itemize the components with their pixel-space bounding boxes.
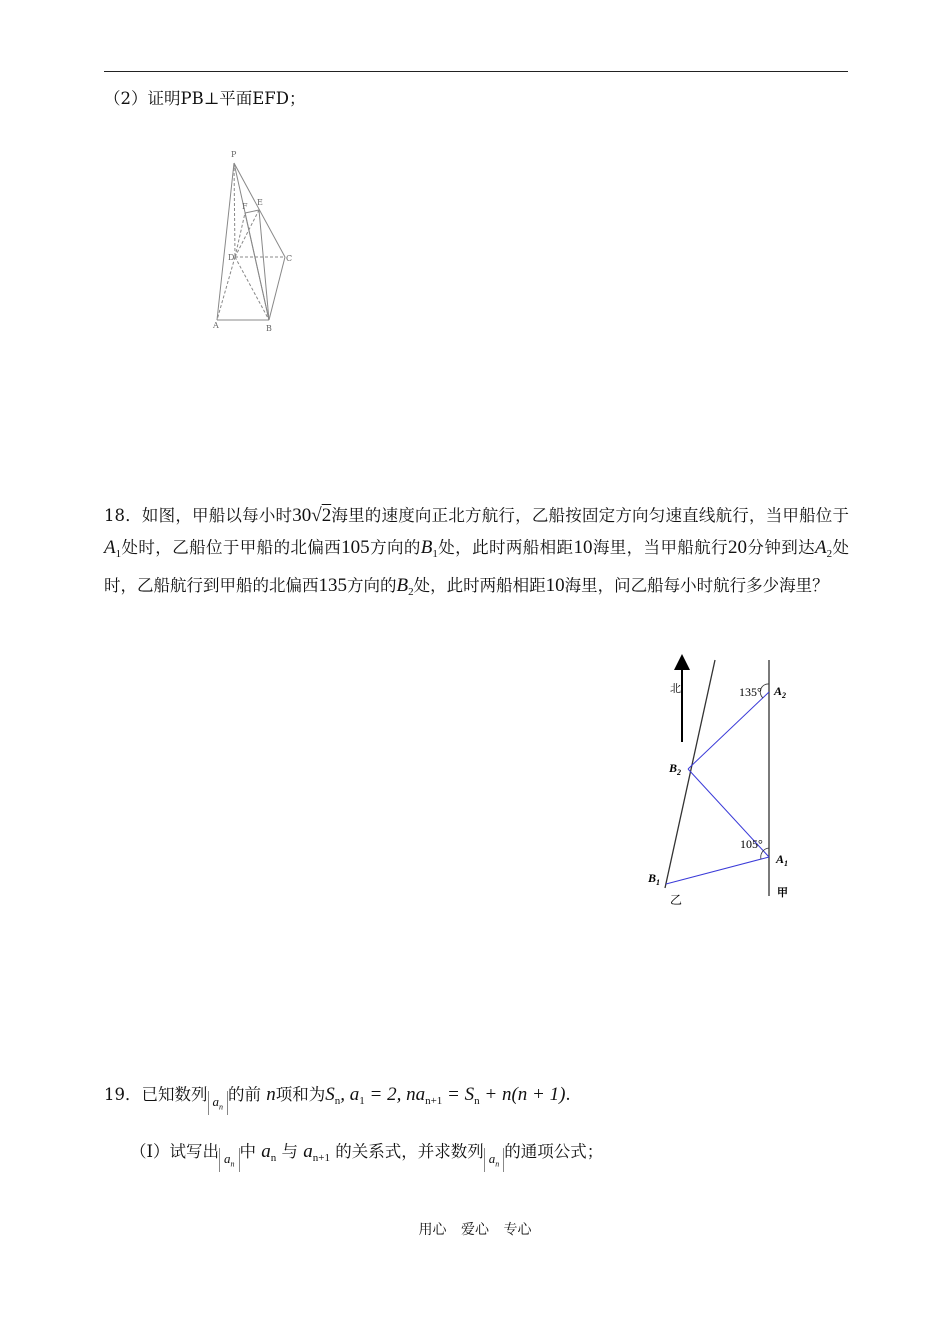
label-E: E xyxy=(257,198,263,207)
pyramid-figure xyxy=(205,145,305,340)
north-label: 北 xyxy=(670,682,681,695)
label-A1: $A_1$ xyxy=(776,852,789,868)
label-B2: $B_2$ xyxy=(669,761,682,777)
ship-yi-label: 乙 xyxy=(670,893,683,907)
label-D: D xyxy=(228,253,235,262)
label-F: F xyxy=(242,202,248,211)
q19-part1: （Ⅰ）试写出 $a_n$中 $a_n$ 与 $a_{n+1}$ 的关系式，并求数列 $a_n$的通项公式； xyxy=(130,1138,603,1172)
q19-formula: $S_n$, $a_1 = 2$, $na_{n+1} = S_n + n(n + 1)$ xyxy=(325,1084,566,1107)
label-A2: $A_2$ xyxy=(774,684,787,700)
edge-DA xyxy=(217,257,235,320)
label-P: P xyxy=(231,150,237,159)
edge-FB xyxy=(245,213,269,320)
seq-an: $a_n$ xyxy=(208,1091,229,1115)
edge-DF xyxy=(235,213,245,257)
ships-figure xyxy=(640,652,810,912)
q17-part2: （2）证明PB⊥平面EFD； xyxy=(104,89,306,108)
label-C: C xyxy=(286,254,293,263)
ship-jia-label: 甲 xyxy=(777,886,788,899)
label-B: B xyxy=(266,324,272,333)
edge-BC xyxy=(269,257,285,320)
edge-DE xyxy=(235,210,259,257)
edge-PD xyxy=(234,163,235,257)
angle-135: 135° xyxy=(739,685,762,699)
angle-105: 105° xyxy=(740,837,763,851)
label-B1: $B_1$ xyxy=(648,871,661,887)
edge-PA xyxy=(217,163,234,320)
segment-A1B1 xyxy=(666,857,769,884)
q18-number: 18． xyxy=(104,506,142,525)
q18-text: 18．如图，甲船以每小时30√2海里的速度向正北方航行，乙船按固定方向匀速直线航行，当甲船位于$A_1$处时，乙船位于甲船的北偏西105方向的$B_1$处，此时两船相距10海里，当甲船航行20分钟到达$A_2$处时，乙船航行到甲船的北偏西135方向的$B_2$处，此时两船相距10海里，问乙船每小时航行多少海里？ xyxy=(104,505,850,598)
label-A: A xyxy=(213,321,219,330)
edge-EB xyxy=(259,210,269,320)
q19-stem: 19．已知数列 $a_n$的前 n项和为$S_n$, $a_1 = 2$, $na_{n+1} = S_n + n(n + 1)$. xyxy=(104,1082,571,1115)
page-footer: 用心 爱心 专心 xyxy=(418,1222,532,1238)
header-rule xyxy=(104,71,848,72)
